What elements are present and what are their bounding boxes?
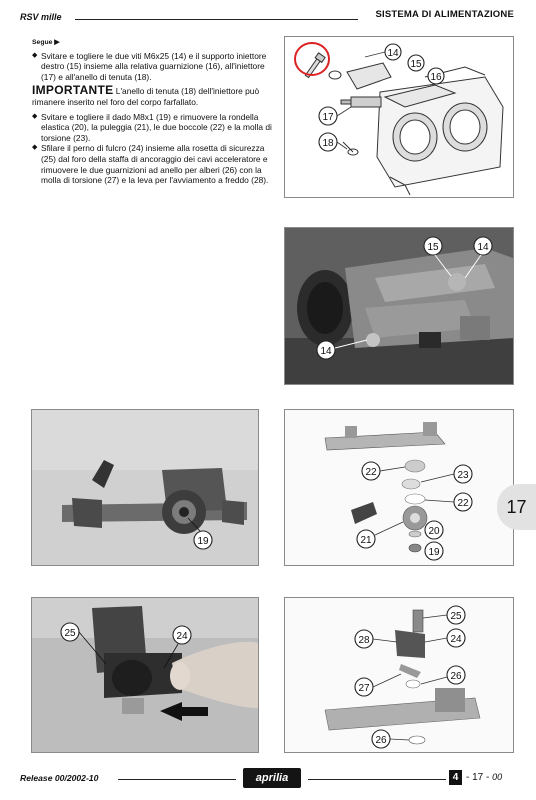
callout-19 (425, 542, 443, 560)
callout-20 (425, 521, 443, 539)
callout-23 (454, 465, 472, 483)
svg-text:25: 25 (64, 628, 76, 639)
step-paragraph-3 (32, 143, 276, 185)
chapter-number: 4 (449, 770, 462, 785)
chapter-tab: 17 (497, 484, 536, 530)
release-label: Release 00/2002-10 (20, 773, 99, 783)
page-number-text: - 17 - (466, 772, 490, 783)
svg-text:26: 26 (450, 671, 462, 682)
important-text: L'anello di tenuta (18) dell'iniettore può rimanere inserito nel foro del corpo farfallato. (32, 86, 260, 107)
callout-25 (447, 606, 465, 624)
arrow-right-icon: ▶ (54, 39, 60, 46)
svg-text:14: 14 (387, 48, 399, 59)
callout-14 (474, 237, 492, 255)
svg-text:22: 22 (365, 467, 377, 478)
important-note (32, 85, 276, 107)
svg-text:17: 17 (322, 112, 334, 123)
svg-text:18: 18 (322, 138, 334, 149)
page-number (466, 772, 502, 783)
svg-text:16: 16 (430, 72, 442, 83)
callout-28 (355, 630, 373, 648)
diamond-bullet-icon: ◆ (32, 51, 38, 59)
header-rule (75, 19, 358, 20)
diamond-bullet-icon: ◆ (32, 144, 38, 152)
callout-22 (362, 462, 380, 480)
model-name: RSV mille (20, 12, 62, 22)
callout-22 (454, 493, 472, 511)
svg-text:25: 25 (450, 611, 462, 622)
important-title: IMPORTANTE (32, 83, 114, 98)
svg-text:14: 14 (477, 242, 489, 253)
instructions-text (32, 38, 276, 186)
svg-text:23: 23 (457, 470, 469, 481)
page-year: 00 (492, 772, 503, 782)
footer-rule-left (118, 779, 236, 780)
svg-text:14: 14 (320, 346, 332, 357)
callout-17 (319, 107, 337, 125)
figure-pulley-assembly-photo (31, 409, 259, 566)
figure-pivot-pin-removal-photo (31, 597, 259, 753)
callout-26 (447, 666, 465, 684)
svg-text:24: 24 (450, 634, 462, 645)
callout-26 (372, 730, 390, 748)
diamond-bullet-icon: ◆ (32, 112, 38, 120)
callout-24 (173, 626, 191, 644)
figure-pulley-parts-exploded (284, 409, 514, 566)
svg-text:27: 27 (358, 683, 370, 694)
callout-19 (194, 531, 212, 549)
figure-throttle-body-photo (284, 227, 514, 385)
svg-text:15: 15 (427, 242, 439, 253)
callout-21 (357, 530, 375, 548)
callout-16 (428, 68, 444, 84)
section-title: SISTEMA DI ALIMENTAZIONE (375, 9, 514, 20)
footer-rule-right (308, 779, 446, 780)
svg-text:24: 24 (176, 631, 188, 642)
callout-25 (61, 623, 79, 641)
callout-15 (424, 237, 442, 255)
callout-27 (355, 678, 373, 696)
svg-text:26: 26 (375, 735, 387, 746)
callout-18 (319, 133, 337, 151)
step-paragraph-2 (32, 112, 276, 144)
svg-text:19: 19 (197, 536, 209, 547)
continued-label (32, 38, 276, 49)
callout-24 (447, 629, 465, 647)
callout-15 (408, 55, 424, 71)
continued-text: Segue (32, 39, 53, 46)
svg-text:28: 28 (358, 635, 370, 646)
svg-text:22: 22 (457, 498, 469, 509)
callout-14 (317, 341, 335, 359)
svg-text:15: 15 (410, 59, 422, 70)
svg-text:20: 20 (428, 526, 440, 537)
step-text-2: Svitare e togliere il dado M8x1 (19) e rimuovere la rondella elastica (20), la puleggia (21), le due boccole (22) e la molla di torsione (23). (41, 111, 272, 143)
callout-14 (385, 44, 401, 60)
svg-text:21: 21 (360, 535, 372, 546)
figure-throttle-body-exploded (284, 36, 514, 198)
step-text-3: Sfilare il perno di fulcro (24) insieme alla rosetta di sicurezza (25) dal foro della staffa di ancoraggio dei cavi acceleratore e rimuovere le due guarnizioni ad anello per alberi (26) con la molla di torsione (27) e la leva per l'avviamento a freddo (28). (41, 143, 269, 186)
svg-text:19: 19 (428, 547, 440, 558)
step-paragraph-1 (32, 51, 276, 83)
aprilia-logo: aprilia (243, 768, 301, 788)
step-text-1: Svitare e togliere le due viti M6x25 (14) e il supporto iniettore destro (15) insieme alla relativa guarnizione (16), all'iniettore (17) e all'anello di tenuta (18). (41, 50, 267, 82)
figure-cold-start-lever-exploded (284, 597, 514, 753)
